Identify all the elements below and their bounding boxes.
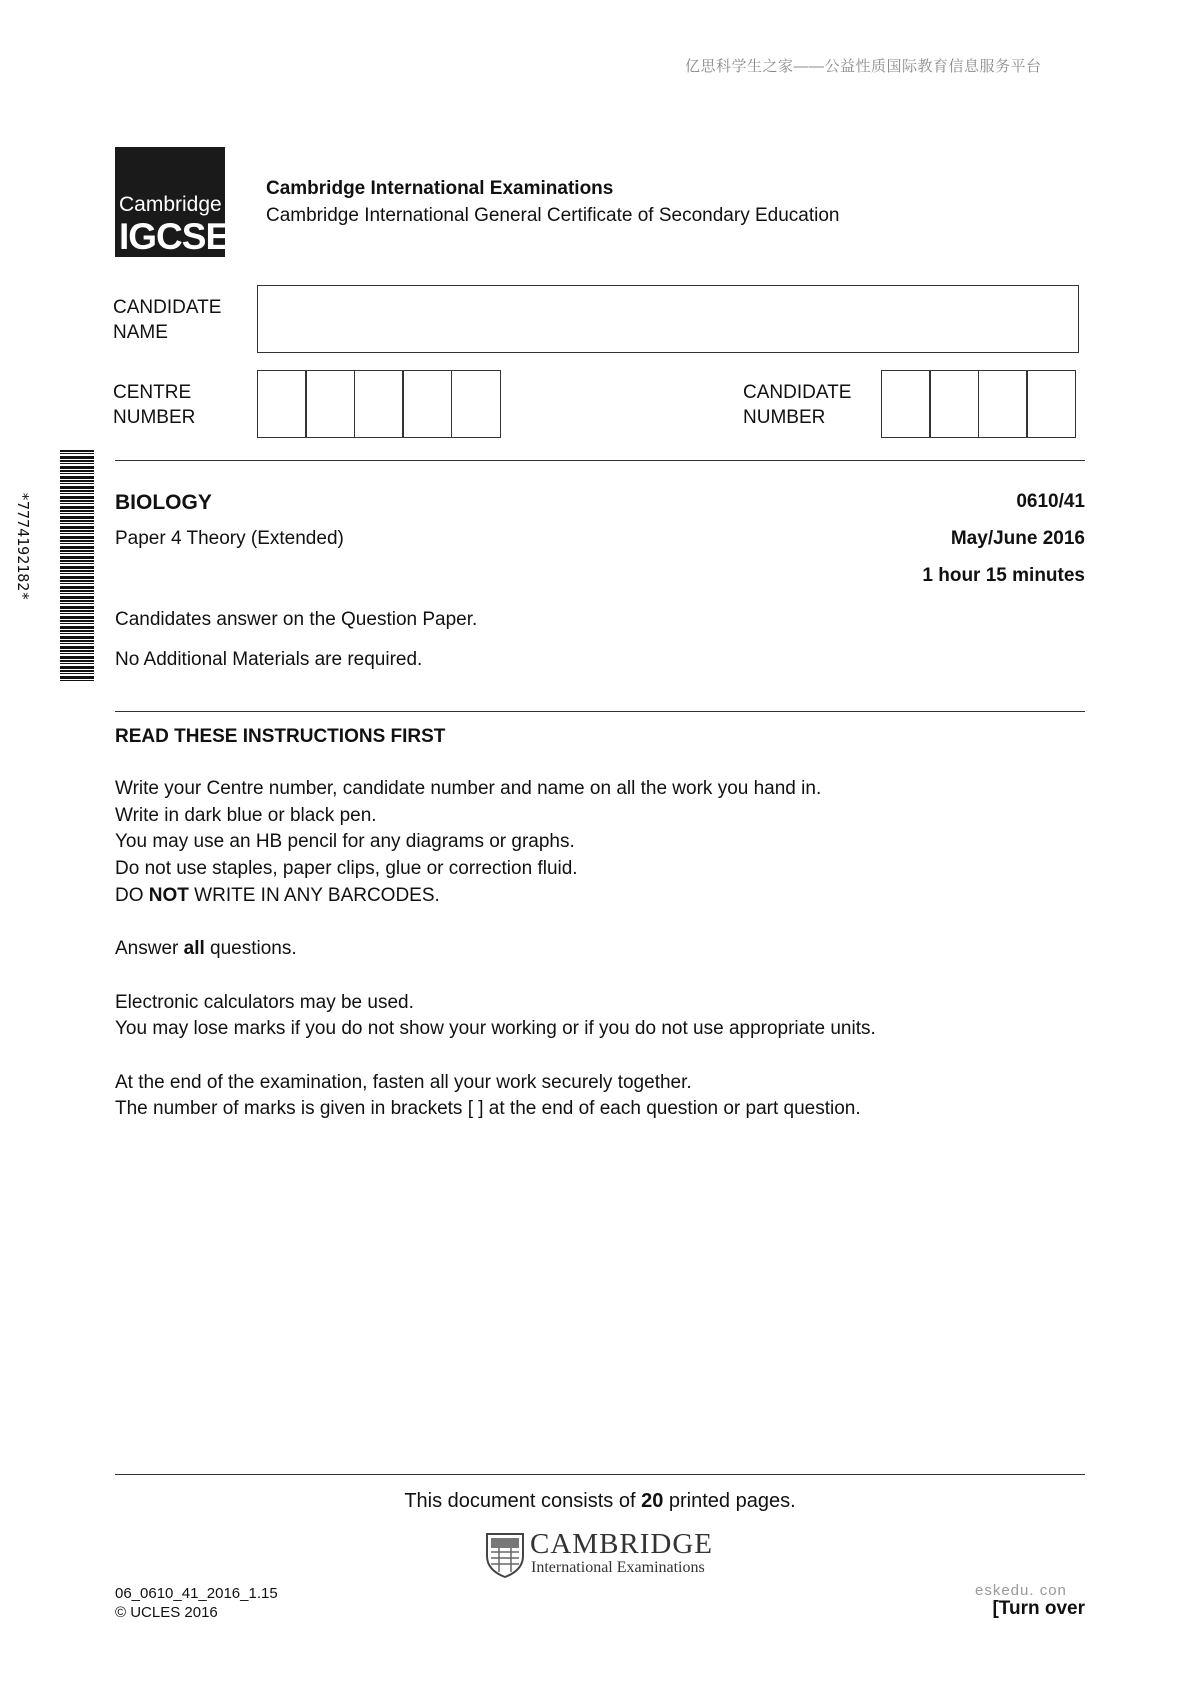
page-count-note: This document consists of 20 printed pages. <box>404 1490 796 1512</box>
candidate-number-label: CANDIDATE NUMBER <box>743 382 852 428</box>
barcode <box>60 450 94 681</box>
watermark-header: 亿思科学生之家——公益性质国际教育信息服务平台 <box>685 58 1042 75</box>
centre-number-cell[interactable] <box>257 370 307 438</box>
centre-number-cell[interactable] <box>402 370 452 438</box>
candidate-name-label: CANDIDATE NAME <box>113 297 222 343</box>
divider <box>115 460 1085 461</box>
barcode-number: *7774192182* <box>14 492 32 601</box>
centre-number-cell[interactable] <box>451 370 501 438</box>
instruction-line: The number of marks is given in brackets [ ] at the end of each question or part question. <box>115 1098 861 1120</box>
instruction-line: You may lose marks if you do not show your working or if you do not use appropriate units. <box>115 1018 876 1040</box>
divider <box>115 711 1085 712</box>
instruction-line: At the end of the examination, fasten all your work securely together. <box>115 1071 692 1093</box>
instruction-line: Write in dark blue or black pen. <box>115 804 377 826</box>
footer-logo-title: CAMBRIDGE <box>530 1528 714 1560</box>
footer-logo-subtitle: International Examinations <box>531 1559 705 1576</box>
instruction-line: Electronic calculators may be used. <box>115 991 414 1013</box>
instruction-line: Do not use staples, paper clips, glue or correction fluid. <box>115 858 578 880</box>
qualification-name: Cambridge International General Certificate of Secondary Education <box>266 205 840 226</box>
instructions-block <box>115 776 1085 1123</box>
logo-line2: IGCSE <box>119 216 230 257</box>
subject-title: BIOLOGY <box>115 491 212 514</box>
candidate-name-box[interactable] <box>257 285 1079 353</box>
centre-number-label: CENTRE NUMBER <box>113 382 196 428</box>
instruction-line: You may use an HB pencil for any diagrams or graphs. <box>115 831 575 853</box>
centre-number-cell[interactable] <box>354 370 404 438</box>
document-code: 06_0610_41_2016_1.15 <box>115 1585 278 1602</box>
logo-line1: Cambridge <box>119 193 222 216</box>
board-name: Cambridge International Examinations <box>266 178 614 199</box>
turn-over: [Turn over <box>992 1598 1085 1619</box>
instruction-line: DO NOT WRITE IN ANY BARCODES. <box>115 884 440 906</box>
copyright: © UCLES 2016 <box>115 1604 218 1621</box>
syllabus-code: 0610/41 <box>1016 491 1085 512</box>
paper-title: Paper 4 Theory (Extended) <box>115 528 344 549</box>
divider <box>115 1474 1085 1475</box>
exam-duration: 1 hour 15 minutes <box>922 565 1085 586</box>
instructions-heading: READ THESE INSTRUCTIONS FIRST <box>115 726 446 747</box>
exam-session: May/June 2016 <box>950 528 1085 549</box>
cambridge-igcse-logo <box>115 147 230 257</box>
answer-note: Candidates answer on the Question Paper. <box>115 609 478 630</box>
instruction-line: Write your Centre number, candidate number and name on all the work you hand in. <box>115 778 822 799</box>
materials-note: No Additional Materials are required. <box>115 649 423 670</box>
centre-number-cell[interactable] <box>305 370 355 438</box>
candidate-number-boxes[interactable] <box>882 370 1076 438</box>
candidate-number-cell[interactable] <box>929 370 979 438</box>
candidate-number-cell[interactable] <box>978 370 1028 438</box>
candidate-number-cell[interactable] <box>1026 370 1076 438</box>
watermark-footer: eskedu. con <box>975 1582 1067 1599</box>
centre-number-boxes[interactable] <box>258 370 501 438</box>
instruction-line: Answer all questions. <box>115 938 297 960</box>
cambridge-crest-icon <box>485 1532 525 1578</box>
candidate-number-cell[interactable] <box>881 370 931 438</box>
